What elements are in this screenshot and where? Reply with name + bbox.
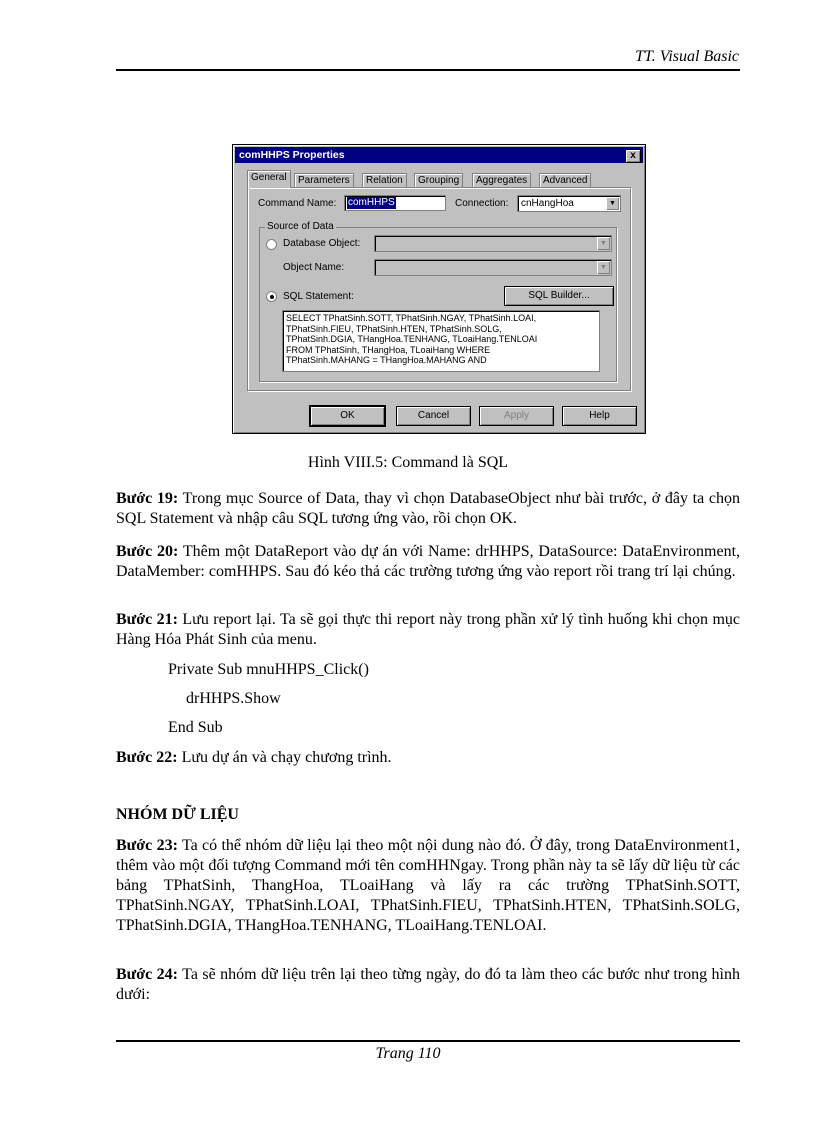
help-button[interactable]: Help	[562, 406, 637, 426]
figure-caption: Hình VIII.5: Command là SQL	[307, 454, 509, 471]
page-number: Trang 110	[375, 1045, 441, 1062]
step-22-label: Bước 22:	[116, 749, 178, 766]
tab-parameters[interactable]: Parameters	[294, 173, 354, 188]
code-line-3: End Sub	[168, 719, 223, 736]
footer-rule	[116, 1040, 740, 1042]
dialog-title: comHHPS Properties	[239, 149, 345, 161]
dialog-title-bar	[235, 147, 643, 163]
command-name-label: Command Name:	[258, 198, 337, 209]
sql-statement-textarea[interactable]: SELECT TPhatSinh.SOTT, TPhatSinh.NGAY, TPhatSinh.LOAI, TPhatSinh.FIEU, TPhatSinh.HTEN, TPhatSinh.SOLG, TPhatSinh.DGIA, THangHoa.TENHANG, TLoaiHang.TENLOAI FROM TPhatSinh, THangHoa, TLoaiHang WHERE TPhatSinh.MAHANG = THangHoa.MAHANG AND	[282, 310, 600, 372]
code-line-1: Private Sub mnuHHPS_Click()	[168, 661, 369, 678]
tab-advanced[interactable]: Advanced	[539, 173, 591, 188]
chevron-down-icon[interactable]: ▼	[606, 197, 619, 210]
database-object-select[interactable]	[374, 235, 612, 252]
step-19-label: Bước 19:	[116, 490, 179, 507]
connection-value: cnHangHoa	[521, 198, 574, 209]
step-22-text: Lưu dự án và chạy chương trình.	[177, 749, 392, 766]
database-object-radio[interactable]	[266, 239, 277, 250]
step-22	[116, 748, 740, 768]
section-heading: NHÓM DỮ LIỆU	[116, 806, 239, 823]
step-19-text: Trong mục Source of Data, thay vì chọn DatabaseObject như bài trước, ở đây ta chọn SQL Statement và nhập câu SQL tương ứng vào, rồi chọn OK.	[116, 490, 740, 527]
chevron-down-icon: ▼	[597, 261, 610, 274]
properties-dialog	[232, 144, 646, 434]
database-object-label: Database Object:	[283, 238, 361, 249]
connection-label: Connection:	[455, 198, 509, 209]
command-name-input[interactable]	[344, 195, 446, 211]
object-name-select[interactable]	[374, 259, 612, 276]
step-23-label: Bước 23:	[116, 837, 178, 854]
header-title: TT. Visual Basic	[635, 48, 739, 65]
step-23	[116, 836, 740, 936]
ok-button[interactable]: OK	[310, 406, 385, 426]
object-name-label: Object Name:	[283, 262, 345, 273]
step-20	[116, 542, 740, 582]
sql-builder-button[interactable]: SQL Builder...	[504, 286, 614, 306]
chevron-down-icon: ▼	[597, 237, 610, 250]
apply-button[interactable]: Apply	[479, 406, 554, 426]
connection-select[interactable]	[517, 195, 621, 212]
step-20-label: Bước 20:	[116, 543, 179, 560]
step-24-label: Bước 24:	[116, 966, 179, 983]
cancel-button[interactable]: Cancel	[396, 406, 471, 426]
step-23-text: Ta có thể nhóm dữ liệu lại theo một nội dung nào đó. Ở đây, trong DataEnvironment1, thêm vào một đối tượng Command mới tên comHHNgay. Trong phần này ta sẽ lấy dữ liệu từ các bảng TPhatSinh, ThangHoa, TLoaiHang và lấy ra các trường TPhatSinh.SOTT, TPhatSinh.NGAY, TPhatSinh.LOAI, TPhatSinh.FIEU, TPhatSinh.HTEN, TPhatSinh.SOLG, TPhatSinh.DGIA, THangHoa.TENHANG, TLoaiHang.TENLOAI.	[116, 837, 740, 934]
step-21	[116, 610, 740, 650]
step-24	[116, 965, 740, 1005]
step-24-text: Ta sẽ nhóm dữ liệu trên lại theo từng ngày, do đó ta làm theo các bước như trong hình dưới:	[116, 966, 741, 1003]
step-20-text: Thêm một DataReport vào dự án với Name: drHHPS, DataSource: DataEnvironment, DataMember: comHHPS. Sau đó kéo thả các trường tương ứng vào report rồi trang trí lại chúng.	[116, 543, 741, 580]
step-19	[116, 489, 740, 529]
code-line-2: drHHPS.Show	[186, 690, 281, 707]
source-of-data-label: Source of Data	[267, 221, 334, 232]
sql-statement-radio[interactable]	[266, 291, 277, 302]
sql-statement-label: SQL Statement:	[283, 291, 354, 302]
step-21-label: Bước 21:	[116, 611, 178, 628]
close-icon[interactable]: x	[625, 149, 641, 163]
tab-relation[interactable]: Relation	[362, 173, 407, 188]
header-rule	[116, 69, 740, 71]
step-21-text: Lưu report lại. Ta sẽ gọi thực thi report này trong phần xử lý tình huống khi chọn mục Hàng Hóa Phát Sinh của menu.	[116, 611, 741, 648]
tab-general[interactable]: General	[247, 170, 291, 188]
tab-aggregates[interactable]: Aggregates	[472, 173, 531, 188]
tab-grouping[interactable]: Grouping	[414, 173, 463, 188]
command-name-value: comHHPS	[348, 197, 395, 208]
